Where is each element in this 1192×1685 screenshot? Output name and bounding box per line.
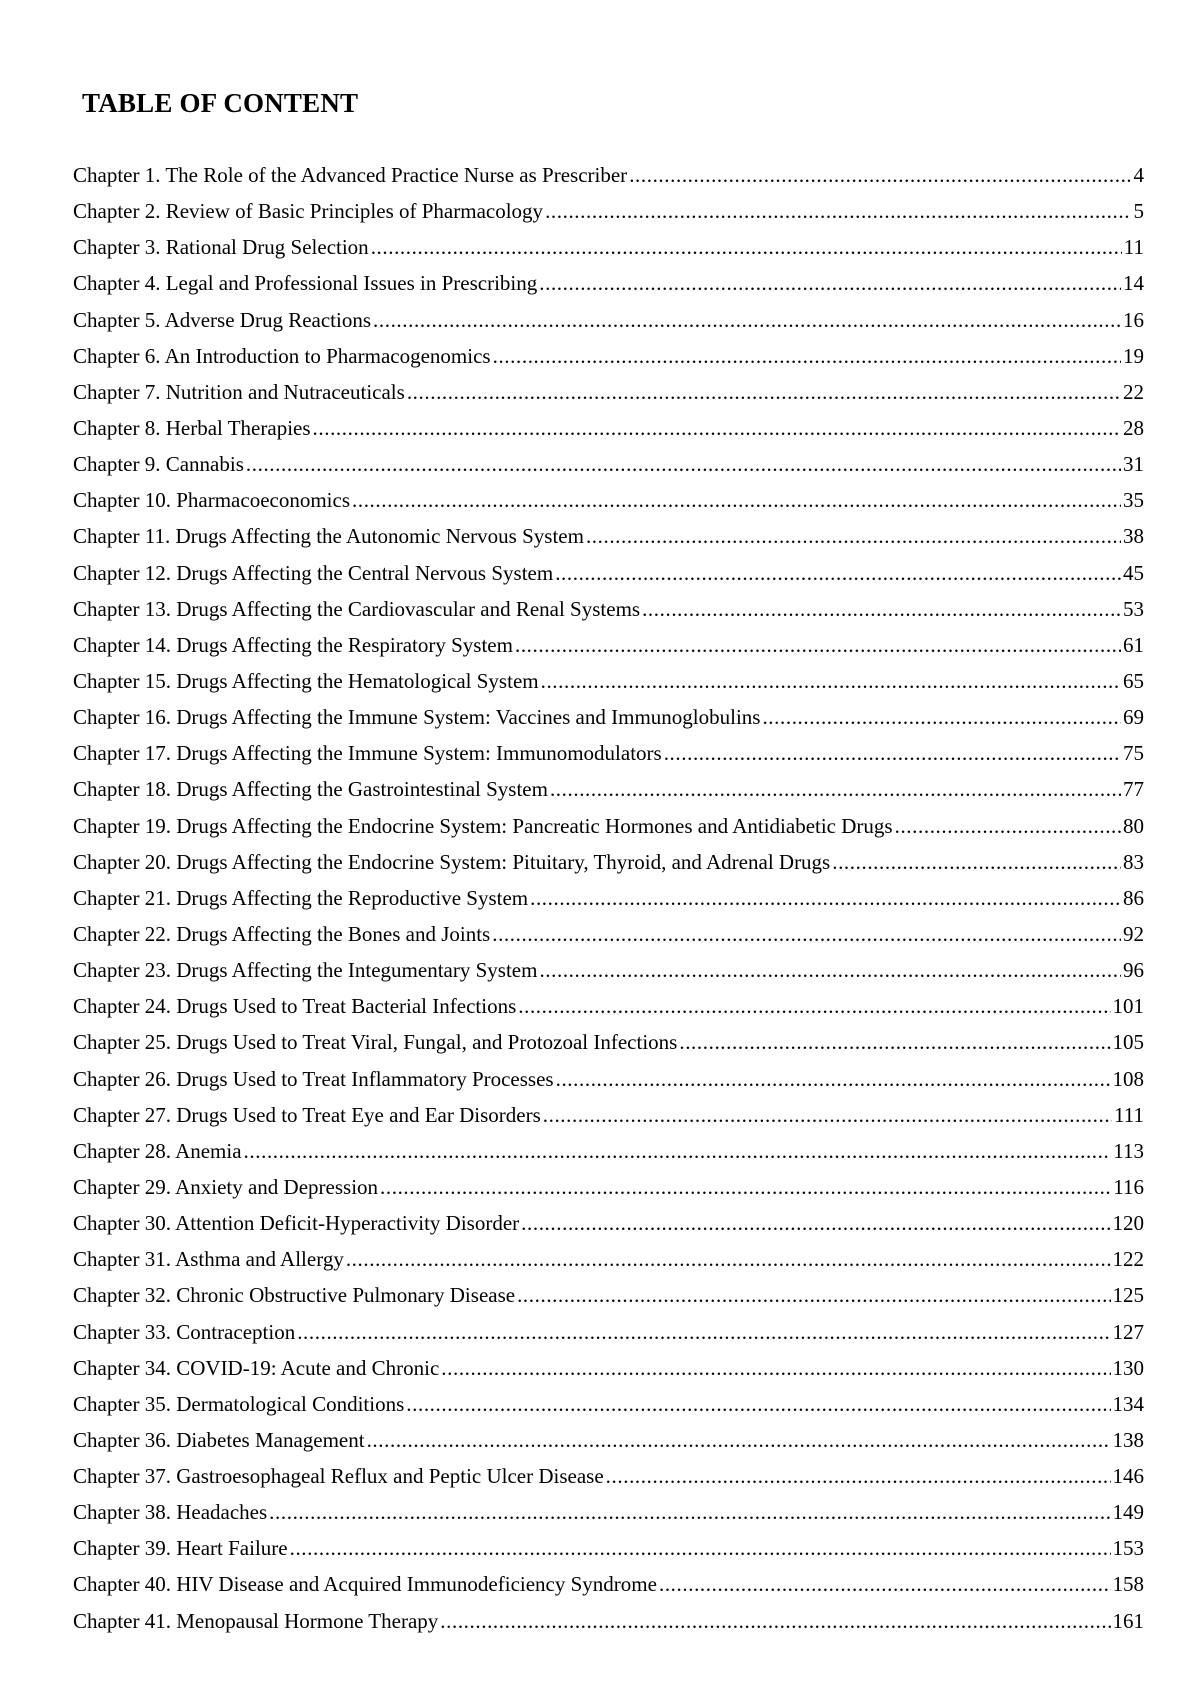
toc-entry[interactable] (73, 1024, 1144, 1060)
toc-entry-title: Chapter 41. Menopausal Hormone Therapy (73, 1608, 439, 1633)
toc-entry-page-number: 35 (1123, 488, 1144, 513)
toc-entry-title: Chapter 29. Anxiety and Depression (73, 1174, 379, 1199)
toc-entry-page-number: 134 (1112, 1391, 1144, 1416)
toc-entry-page-number: 92 (1123, 921, 1144, 946)
toc-entry-page-number: 105 (1112, 1030, 1144, 1055)
toc-entry-title: Chapter 10. Pharmacoeconomics (73, 488, 350, 513)
toc-entry-title: Chapter 35. Dermatological Conditions (73, 1391, 405, 1416)
toc-entry-page-number: 4 (1133, 163, 1144, 187)
toc-entry-title: Chapter 6. An Introduction to Pharmacogenomics (73, 343, 491, 368)
toc-entry[interactable] (73, 808, 1144, 844)
toc-entry-page-number: 108 (1112, 1066, 1144, 1091)
toc-entry-page-number: 61 (1123, 632, 1144, 657)
toc-dot-leader (441, 1350, 1110, 1386)
toc-entry-title: Chapter 32. Chronic Obstructive Pulmonary Disease (73, 1283, 516, 1308)
toc-entry-title: Chapter 24. Drugs Used to Treat Bacterial Infections (73, 994, 517, 1019)
toc-entry-title: Chapter 34. COVID-19: Acute and Chronic (73, 1355, 440, 1380)
toc-entry-title: Chapter 17. Drugs Affecting the Immune System: Immunomodulators (73, 741, 662, 766)
toc-entry-page-number: 161 (1112, 1608, 1144, 1633)
toc-entry[interactable] (73, 1386, 1144, 1422)
toc-entry[interactable] (73, 302, 1144, 338)
toc-dot-leader (530, 880, 1121, 916)
toc-entry[interactable] (73, 591, 1144, 627)
toc-entry[interactable] (73, 265, 1144, 301)
toc-entry-page-number: 38 (1123, 524, 1144, 549)
toc-dot-leader (269, 1494, 1110, 1530)
toc-entry-page-number: 125 (1112, 1283, 1144, 1308)
toc-entry-title: Chapter 16. Drugs Affecting the Immune System: Vaccines and Immunoglobulins (73, 705, 761, 730)
toc-entry-title: Chapter 20. Drugs Affecting the Endocrine System: Pituitary, Thyroid, and Adrenal Drugs (73, 849, 831, 874)
toc-entry-page-number: 77 (1123, 777, 1144, 802)
toc-entry[interactable] (73, 374, 1144, 410)
toc-entry[interactable] (73, 1241, 1144, 1277)
toc-dot-leader (515, 627, 1121, 663)
toc-entry[interactable] (73, 555, 1144, 591)
toc-entry-title: Chapter 21. Drugs Affecting the Reproductive System (73, 885, 529, 910)
toc-entry-title: Chapter 13. Drugs Affecting the Cardiovascular and Renal Systems (73, 596, 641, 621)
toc-entry[interactable] (73, 1314, 1144, 1350)
toc-list (73, 157, 1144, 1639)
toc-dot-leader (832, 844, 1121, 880)
toc-entry-page-number: 96 (1123, 958, 1144, 983)
toc-entry[interactable] (73, 338, 1144, 374)
toc-entry-page-number: 28 (1123, 415, 1144, 440)
toc-entry-title: Chapter 9. Cannabis (73, 452, 244, 477)
toc-dot-leader (346, 1241, 1111, 1277)
toc-entry[interactable] (73, 988, 1144, 1024)
toc-dot-leader (518, 988, 1110, 1024)
toc-entry[interactable] (73, 1277, 1144, 1313)
toc-dot-leader (246, 446, 1121, 482)
toc-dot-leader (543, 1097, 1112, 1133)
toc-entry-title: Chapter 15. Drugs Affecting the Hematological System (73, 668, 539, 693)
toc-entry-page-number: 158 (1112, 1572, 1144, 1597)
toc-entry-title: Chapter 30. Attention Deficit-Hyperactivity Disorder (73, 1211, 520, 1236)
toc-dot-leader (290, 1530, 1111, 1566)
toc-entry-page-number: 153 (1112, 1536, 1144, 1561)
toc-entry[interactable] (73, 771, 1144, 807)
toc-entry[interactable] (73, 1133, 1144, 1169)
toc-entry-page-number: 14 (1123, 271, 1144, 296)
toc-entry-title: Chapter 33. Contraception (73, 1319, 296, 1344)
toc-entry[interactable] (73, 410, 1144, 446)
toc-entry-page-number: 45 (1123, 560, 1144, 585)
toc-entry[interactable] (73, 157, 1144, 193)
toc-dot-leader (244, 1133, 1112, 1169)
toc-dot-leader (371, 229, 1122, 265)
page-title: TABLE OF CONTENT (82, 88, 359, 118)
toc-dot-leader (541, 663, 1121, 699)
toc-entry[interactable] (73, 663, 1144, 699)
toc-entry-title: Chapter 18. Drugs Affecting the Gastrointestinal System (73, 777, 548, 802)
toc-entry-title: Chapter 38. Headaches (73, 1500, 268, 1525)
toc-dot-leader (517, 1277, 1110, 1313)
toc-entry-page-number: 116 (1113, 1174, 1144, 1199)
toc-entry-page-number: 130 (1112, 1355, 1144, 1380)
toc-entry-page-number: 113 (1113, 1138, 1144, 1163)
toc-entry[interactable] (73, 1458, 1144, 1494)
toc-entry-title: Chapter 39. Heart Failure (73, 1536, 288, 1561)
toc-entry-page-number: 11 (1123, 235, 1144, 260)
toc-entry[interactable] (73, 699, 1144, 735)
toc-entry-page-number: 122 (1112, 1247, 1144, 1272)
toc-entry-title: Chapter 5. Adverse Drug Reactions (73, 307, 372, 332)
toc-entry-page-number: 83 (1123, 849, 1144, 874)
toc-dot-leader (586, 518, 1121, 554)
toc-dot-leader (762, 699, 1121, 735)
toc-entry-page-number: 138 (1112, 1427, 1144, 1452)
toc-entry-title: Chapter 14. Drugs Affecting the Respiratory System (73, 632, 513, 657)
toc-dot-leader (539, 952, 1121, 988)
toc-dot-leader (895, 808, 1121, 844)
toc-entry-page-number: 65 (1123, 668, 1144, 693)
toc-dot-leader (406, 1386, 1110, 1422)
toc-dot-leader (642, 591, 1121, 627)
toc-entry[interactable] (73, 1530, 1144, 1566)
toc-entry-title: Chapter 2. Review of Basic Principles of Pharmacology (73, 199, 544, 224)
toc-dot-leader (380, 1169, 1111, 1205)
toc-dot-leader (367, 1422, 1111, 1458)
toc-entry-page-number: 101 (1112, 994, 1144, 1019)
toc-entry-page-number: 86 (1123, 885, 1144, 910)
toc-dot-leader (440, 1603, 1110, 1639)
toc-entry-page-number: 80 (1123, 813, 1144, 838)
toc-entry-page-number: 75 (1123, 741, 1144, 766)
toc-dot-leader (539, 265, 1121, 301)
toc-dot-leader (313, 410, 1121, 446)
toc-dot-leader (492, 916, 1121, 952)
toc-entry[interactable] (73, 1169, 1144, 1205)
toc-entry[interactable] (73, 1603, 1144, 1639)
toc-entry[interactable] (73, 229, 1144, 265)
toc-entry[interactable] (73, 1422, 1144, 1458)
toc-entry-title: Chapter 27. Drugs Used to Treat Eye and Ear Disorders (73, 1102, 541, 1127)
toc-dot-leader (556, 1061, 1111, 1097)
toc-entry-title: Chapter 7. Nutrition and Nutraceuticals (73, 379, 405, 404)
toc-dot-leader (407, 374, 1121, 410)
toc-entry-title: Chapter 37. Gastroesophageal Reflux and Peptic Ulcer Disease (73, 1464, 604, 1489)
toc-dot-leader (521, 1205, 1110, 1241)
toc-dot-leader (629, 157, 1130, 193)
toc-entry-page-number: 69 (1123, 705, 1144, 730)
toc-entry[interactable] (73, 446, 1144, 482)
toc-dot-leader (555, 555, 1121, 591)
toc-dot-leader (664, 735, 1121, 771)
toc-entry[interactable] (73, 1097, 1144, 1133)
toc-entry[interactable] (73, 482, 1144, 518)
toc-entry-title: Chapter 8. Herbal Therapies (73, 415, 311, 440)
toc-entry-page-number: 19 (1123, 343, 1144, 368)
toc-entry-title: Chapter 25. Drugs Used to Treat Viral, Fungal, and Protozoal Infections (73, 1030, 678, 1055)
toc-entry-title: Chapter 40. HIV Disease and Acquired Immunodeficiency Syndrome (73, 1572, 657, 1597)
toc-entry-page-number: 5 (1133, 199, 1144, 224)
toc-entry[interactable] (73, 627, 1144, 663)
toc-entry-page-number: 31 (1123, 452, 1144, 477)
toc-entry-title: Chapter 26. Drugs Used to Treat Inflammatory Processes (73, 1066, 554, 1091)
toc-dot-leader (550, 771, 1121, 807)
toc-entry[interactable] (73, 880, 1144, 916)
toc-dot-leader (493, 338, 1121, 374)
toc-entry[interactable] (73, 193, 1144, 229)
toc-entry-title: Chapter 36. Diabetes Management (73, 1427, 365, 1452)
toc-dot-leader (606, 1458, 1111, 1494)
toc-entry-title: Chapter 3. Rational Drug Selection (73, 235, 369, 260)
toc-entry-page-number: 120 (1112, 1211, 1144, 1236)
toc-entry-page-number: 53 (1123, 596, 1144, 621)
toc-entry[interactable] (73, 916, 1144, 952)
toc-entry[interactable] (73, 1061, 1144, 1097)
toc-dot-leader (659, 1566, 1111, 1602)
toc-entry-title: Chapter 28. Anemia (73, 1138, 242, 1163)
toc-entry-page-number: 22 (1123, 379, 1144, 404)
toc-dot-leader (373, 302, 1121, 338)
toc-entry-title: Chapter 11. Drugs Affecting the Autonomic Nervous System (73, 524, 584, 549)
toc-dot-leader (679, 1024, 1110, 1060)
toc-entry[interactable] (73, 1566, 1144, 1602)
toc-entry-page-number: 149 (1112, 1500, 1144, 1525)
toc-entry-page-number: 127 (1112, 1319, 1144, 1344)
toc-entry-title: Chapter 31. Asthma and Allergy (73, 1247, 344, 1272)
toc-entry-title: Chapter 12. Drugs Affecting the Central Nervous System (73, 560, 554, 585)
toc-dot-leader (545, 193, 1130, 229)
toc-entry[interactable] (73, 1205, 1144, 1241)
toc-entry[interactable] (73, 844, 1144, 880)
toc-entry-title: Chapter 1. The Role of the Advanced Practice Nurse as Prescriber (73, 163, 628, 187)
toc-entry[interactable] (73, 1494, 1144, 1530)
toc-entry-page-number: 111 (1114, 1102, 1144, 1127)
toc-entry-title: Chapter 4. Legal and Professional Issues in Prescribing (73, 271, 538, 296)
toc-dot-leader (352, 482, 1121, 518)
toc-entry[interactable] (73, 952, 1144, 988)
toc-entry[interactable] (73, 518, 1144, 554)
toc-entry-title: Chapter 19. Drugs Affecting the Endocrine System: Pancreatic Hormones and Antidiabetic Drugs (73, 813, 893, 838)
toc-dot-leader (297, 1314, 1110, 1350)
toc-entry-page-number: 146 (1112, 1464, 1144, 1489)
toc-entry-page-number: 16 (1123, 307, 1144, 332)
toc-entry[interactable] (73, 1350, 1144, 1386)
toc-entry-title: Chapter 23. Drugs Affecting the Integumentary System (73, 958, 538, 983)
toc-entry-title: Chapter 22. Drugs Affecting the Bones and Joints (73, 921, 491, 946)
toc-entry[interactable] (73, 735, 1144, 771)
